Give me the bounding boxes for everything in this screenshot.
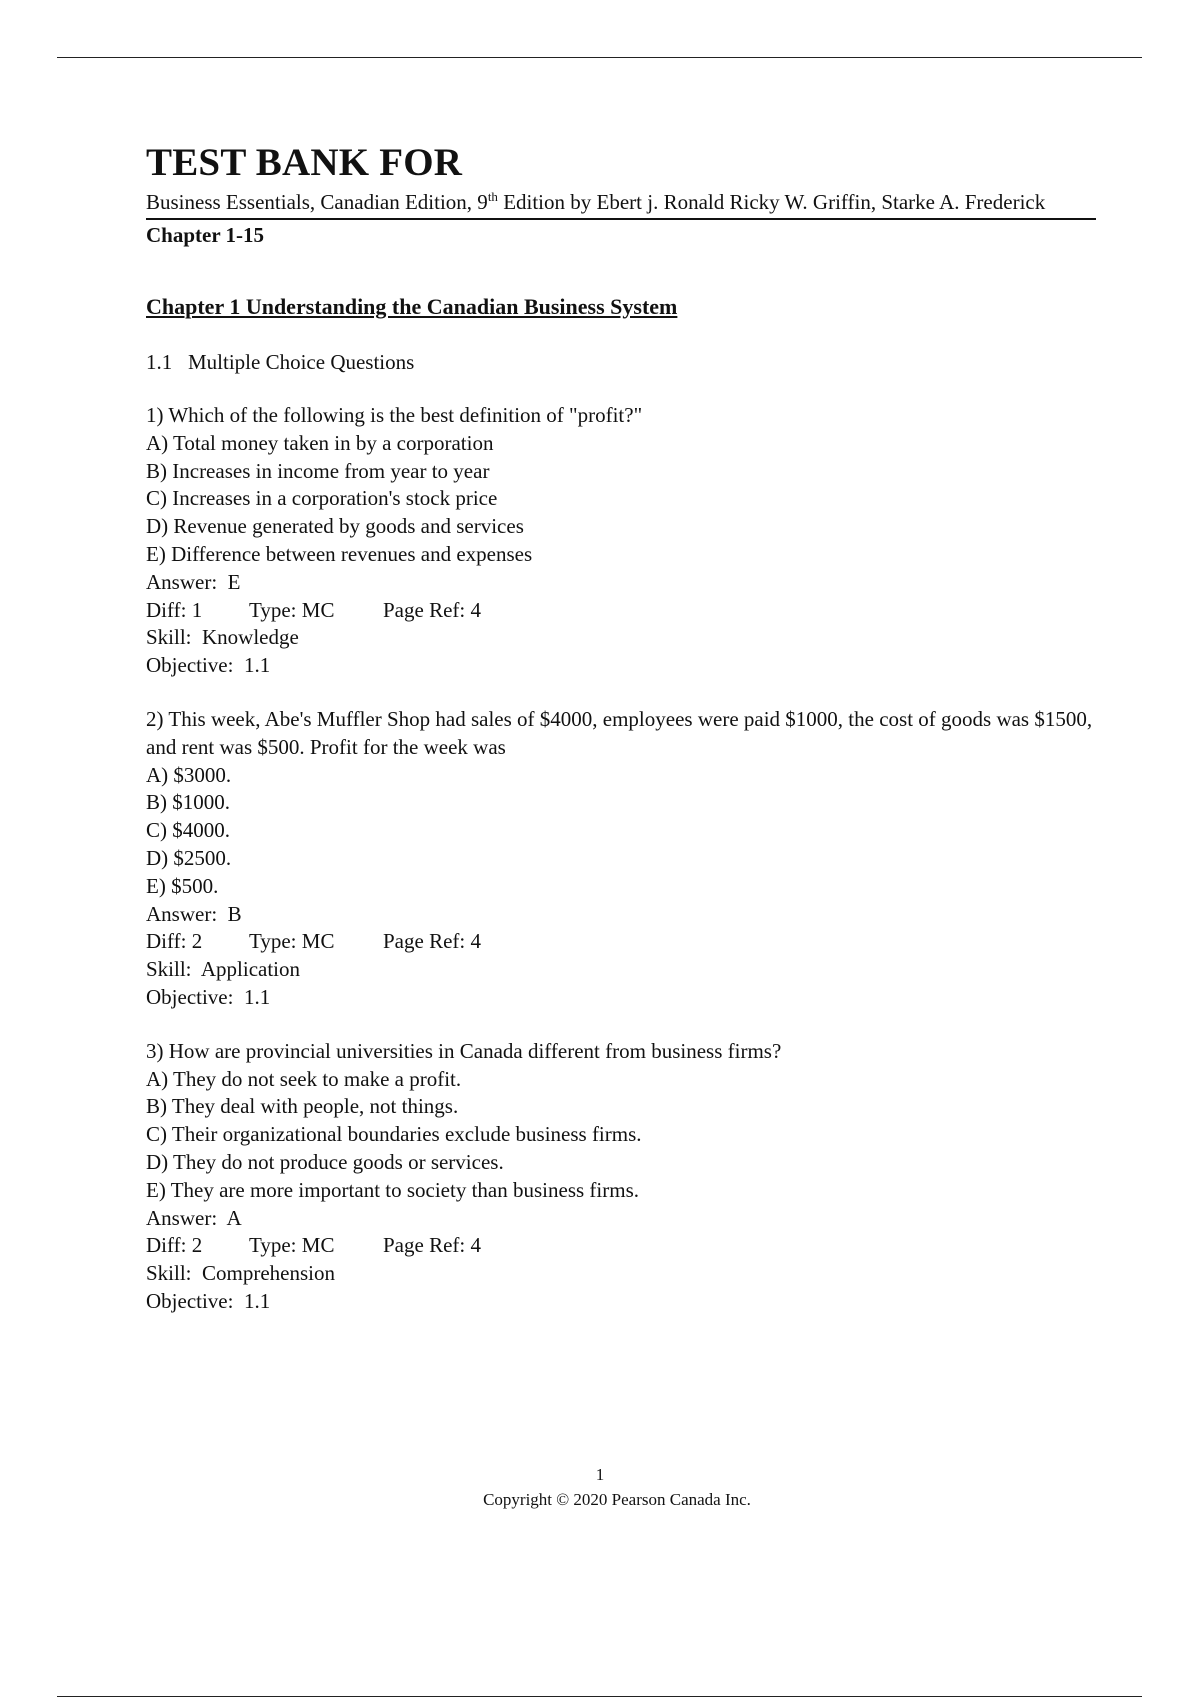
question-1 [146,402,1096,680]
answer: Answer: E [146,569,241,594]
meta-row [146,597,1096,625]
skill: Skill: Comprehension [146,1261,335,1286]
skill: Skill: Knowledge [146,625,299,650]
chapter-heading: Chapter 1 Understanding the Canadian Business System [146,294,678,319]
difficulty: Diff: 1 [146,597,203,622]
question-stem: 1) Which of the following is the best definition of "profit?" [146,403,643,427]
page-footer [0,1462,1200,1512]
option-c: C) $4000. [146,818,230,843]
subtitle-text-end: Edition by Ebert j. Ronald Ricky W. Griffin, Starke A. Frederick [497,190,1046,214]
skill: Skill: Application [146,957,301,982]
question-type: Type: MC [249,929,335,954]
option-d: D) They do not produce goods or services. [146,1149,504,1174]
option-d: D) $2500. [146,845,232,870]
option-e: E) They are more important to society than business firms. [146,1177,639,1202]
section-label: 1.1 Multiple Choice Questions [146,350,415,374]
option-e: E) $500. [146,873,219,898]
subtitle-text-start: Business Essentials, Canadian Edition, 9 [146,190,488,214]
book-subtitle [146,188,1096,220]
objective: Objective: 1.1 [146,1288,271,1313]
option-a: A) Total money taken in by a corporation [146,430,494,455]
copyright-notice: Copyright © 2020 Pearson Canada Inc. [483,1490,751,1509]
meta-row [146,1232,1096,1260]
question-stem: 2) This week, Abe's Muffler Shop had sales of $4000, employees were paid $1000, the cost of goods was $1500, and rent was $500. Profit for the week was [146,706,1098,759]
page-number: 1 [595,1465,605,1484]
answer: Answer: B [146,901,242,926]
top-rule [57,57,1142,58]
option-d: D) Revenue generated by goods and services [146,514,524,539]
question-type: Type: MC [249,597,335,622]
option-b: B) $1000. [146,790,230,815]
question-stem: 3) How are provincial universities in Canada different from business firms? [146,1038,782,1063]
answer: Answer: A [146,1205,242,1230]
option-a: A) $3000. [146,762,232,787]
question-3 [146,1038,1096,1316]
question-type: Type: MC [249,1233,335,1258]
difficulty: Diff: 2 [146,929,203,954]
question-2 [146,706,1096,1012]
option-a: A) They do not seek to make a profit. [146,1066,462,1091]
option-b: B) They deal with people, not things. [146,1094,459,1119]
objective: Objective: 1.1 [146,653,271,678]
difficulty: Diff: 2 [146,1233,203,1258]
chapter-range: Chapter 1-15 [146,223,265,247]
option-c: C) Increases in a corporation's stock price [146,486,498,511]
bottom-rule [57,1696,1142,1697]
subtitle-superscript: th [487,189,498,204]
page-ref: Page Ref: 4 [383,1233,481,1258]
option-e: E) Difference between revenues and expenses [146,541,533,566]
page-ref: Page Ref: 4 [383,597,481,622]
objective: Objective: 1.1 [146,984,271,1009]
meta-row [146,928,1096,956]
option-c: C) Their organizational boundaries exclude business firms. [146,1122,642,1147]
option-b: B) Increases in income from year to year [146,458,490,483]
document-title: TEST BANK FOR [146,141,463,184]
page-content [146,138,1096,1316]
page-ref: Page Ref: 4 [383,929,481,954]
